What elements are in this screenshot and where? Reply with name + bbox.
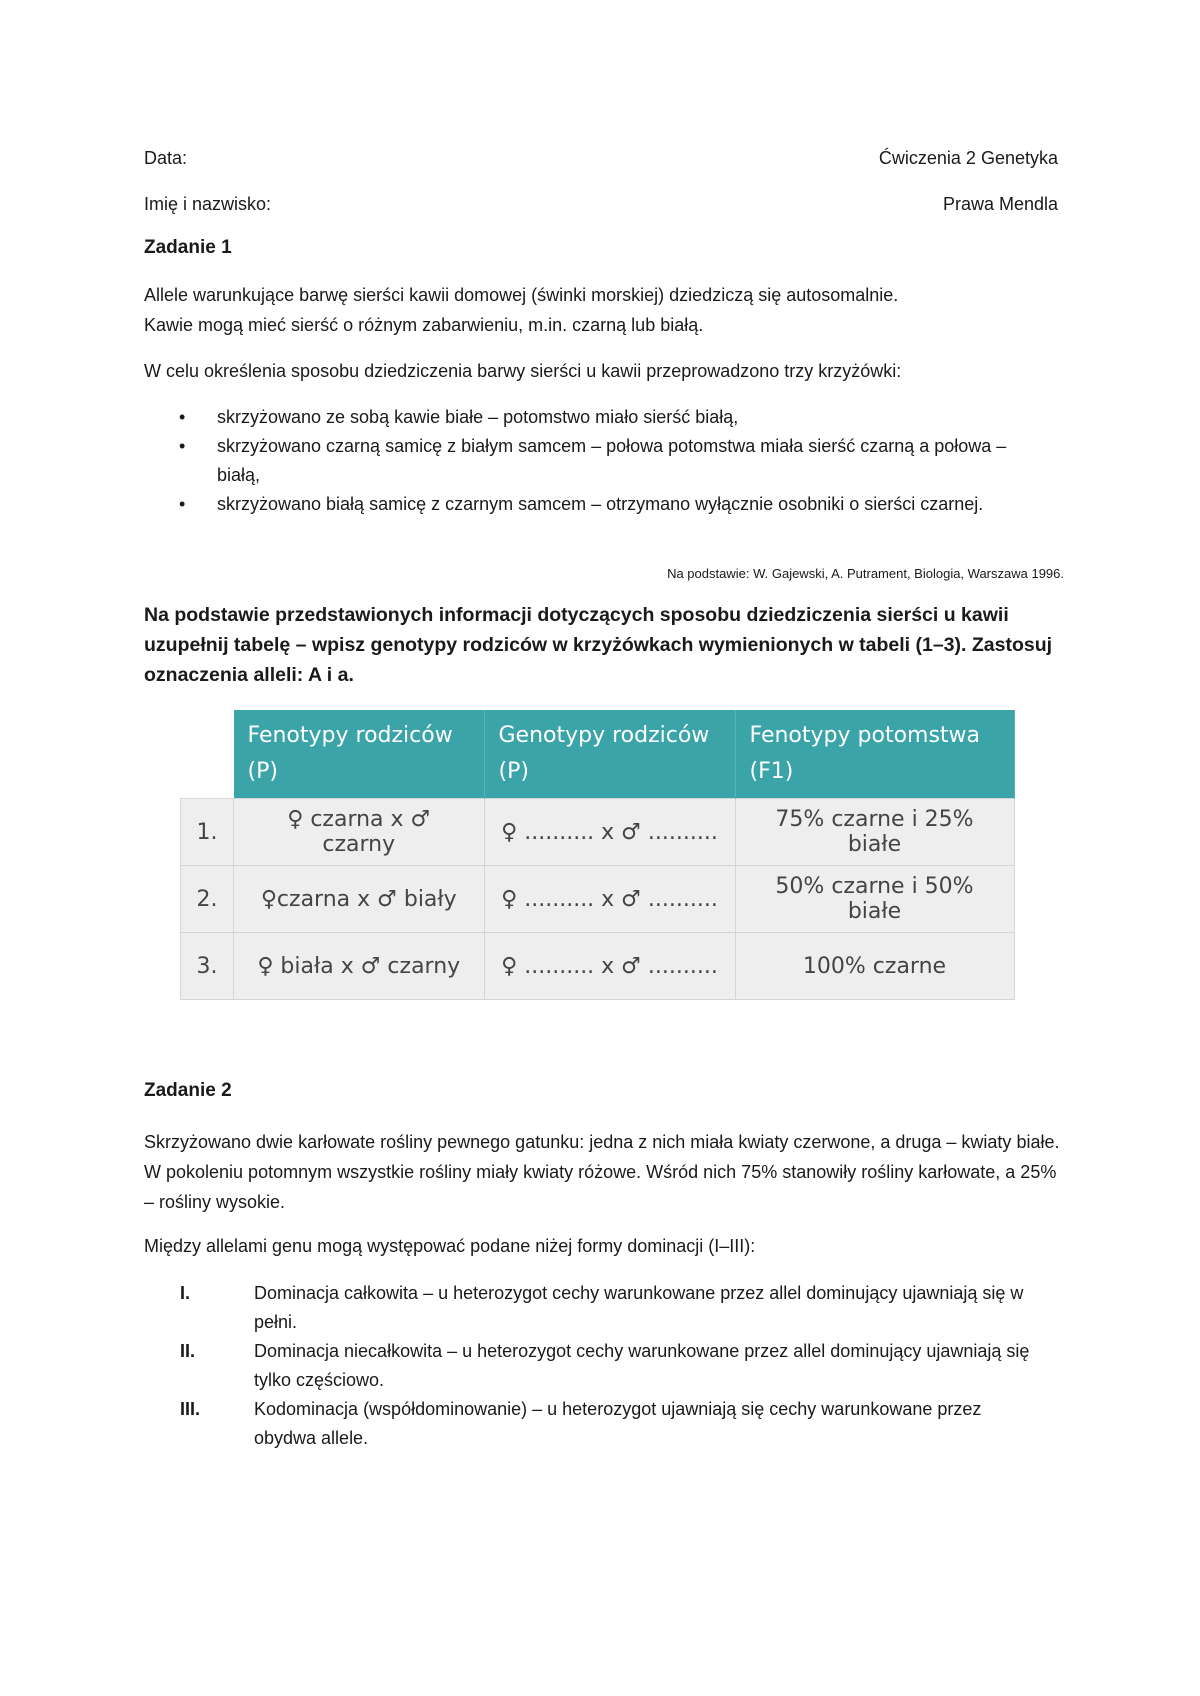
genotype-cell[interactable]: ♀ .......... x ♂ .......... — [484, 799, 735, 866]
task2-intro: Skrzyżowano dwie karłowate rośliny pewnego gatunku: jedna z nich miała kwiaty czerwone, a druga – kwiaty białe. W pokoleniu potomnym wszystkie rośliny miały kwiaty różowe. Wśród nich 75% stanowiły rośliny karłowate, a 25% – rośliny wysokie. — [144, 1132, 1060, 1212]
header-phenotypes: Fenotypy rodziców (P) — [234, 710, 485, 799]
date-label: Data: — [144, 148, 188, 168]
source-citation: Na podstawie: W. Gajewski, A. Putrament, Biologia, Warszawa 1996. — [667, 566, 1064, 581]
roman-numeral: II. — [180, 1341, 196, 1361]
table-header-row — [181, 710, 1015, 799]
task1-title: Zadanie 1 — [144, 237, 232, 258]
header-row-1 — [144, 146, 1058, 170]
course-title: Ćwiczenia 2 Genetyka — [878, 148, 1058, 168]
offspring-cell: 75% czarne i 25% białe — [735, 799, 1014, 866]
header-offspring: Fenotypy potomstwa (F1) — [735, 710, 1014, 799]
bullet-icon: • — [179, 436, 186, 456]
genotype-cell[interactable]: ♀ .......... x ♂ .......... — [484, 866, 735, 933]
phenotype-cell: ♀ czarna x ♂ czarny — [234, 799, 485, 866]
offspring-cell: 50% czarne i 50% białe — [735, 866, 1014, 933]
list-item: • skrzyżowano ze sobą kawie białe – potomstwo miało sierść białą, — [144, 403, 1024, 432]
row-number: 2. — [181, 866, 234, 933]
task2-dominance-intro: Między allelami genu mogą występować podane niżej formy dominacji (I–III): — [144, 1236, 756, 1256]
topic-title: Prawa Mendla — [942, 194, 1058, 214]
phenotype-cell: ♀ biała x ♂ czarny — [234, 933, 485, 1000]
task1-crosses-intro: W celu określenia sposobu dziedziczenia barwy sierści u kawii przeprowadzono trzy krzyżówki: — [144, 361, 902, 381]
bullet-icon: • — [179, 407, 186, 427]
table-row — [181, 866, 1015, 933]
task1-intro-line1: Allele warunkujące barwę sierści kawii domowej (świnki morskiej) dziedziczą się autosomalnie. — [144, 285, 899, 305]
phenotype-cell: ♀czarna x ♂ biały — [234, 866, 485, 933]
task1-intro-line2: Kawie mogą mieć sierść o różnym zabarwieniu, m.in. czarną lub białą. — [144, 315, 704, 335]
offspring-cell: 100% czarne — [735, 933, 1014, 1000]
list-item: I. Dominacja całkowita – u heterozygot cechy warunkowane przez allel dominujący ujawniają się w pełni. — [144, 1279, 1034, 1337]
bullet-icon: • — [179, 494, 186, 514]
task2-title: Zadanie 2 — [144, 1080, 232, 1101]
task1-intro — [144, 280, 1064, 340]
dominance-forms-list — [144, 1279, 1034, 1453]
task1-bullet-list — [144, 403, 1024, 519]
list-item: III. Kodominacja (współdominowanie) – u heterozygot ujawniają się cechy warunkowane przez obydwa allele. — [144, 1395, 1034, 1453]
header-genotypes: Genotypy rodziców (P) — [484, 710, 735, 799]
header-empty-cell — [181, 710, 234, 799]
list-item: • skrzyżowano białą samicę z czarnym samcem – otrzymano wyłącznie osobniki o sierści czarnej. — [144, 490, 1024, 519]
header-row-2 — [144, 192, 1058, 216]
list-item: • skrzyżowano czarną samicę z białym samcem – połowa potomstwa miała sierść czarną a połowa – białą, — [144, 432, 1024, 490]
table-row — [181, 933, 1015, 1000]
list-item: II. Dominacja niecałkowita – u heterozygot cechy warunkowane przez allel dominujący ujawniają się tylko częściowo. — [144, 1337, 1034, 1395]
genotype-cell[interactable]: ♀ .......... x ♂ .......... — [484, 933, 735, 1000]
name-label: Imię i nazwisko: — [144, 194, 272, 214]
table-row — [181, 799, 1015, 866]
row-number: 3. — [181, 933, 234, 1000]
roman-numeral: III. — [180, 1399, 201, 1419]
row-number: 1. — [181, 799, 234, 866]
genotype-table — [180, 710, 1015, 1000]
roman-numeral: I. — [180, 1283, 191, 1303]
task1-instruction: Na podstawie przedstawionych informacji dotyczących sposobu dziedziczenia sierści u kawii uzupełnij tabelę – wpisz genotypy rodziców w krzyżówkach wymienionych w tabeli (1–3). Zastosuj oznaczenia alleli: A i a. — [144, 604, 1053, 686]
